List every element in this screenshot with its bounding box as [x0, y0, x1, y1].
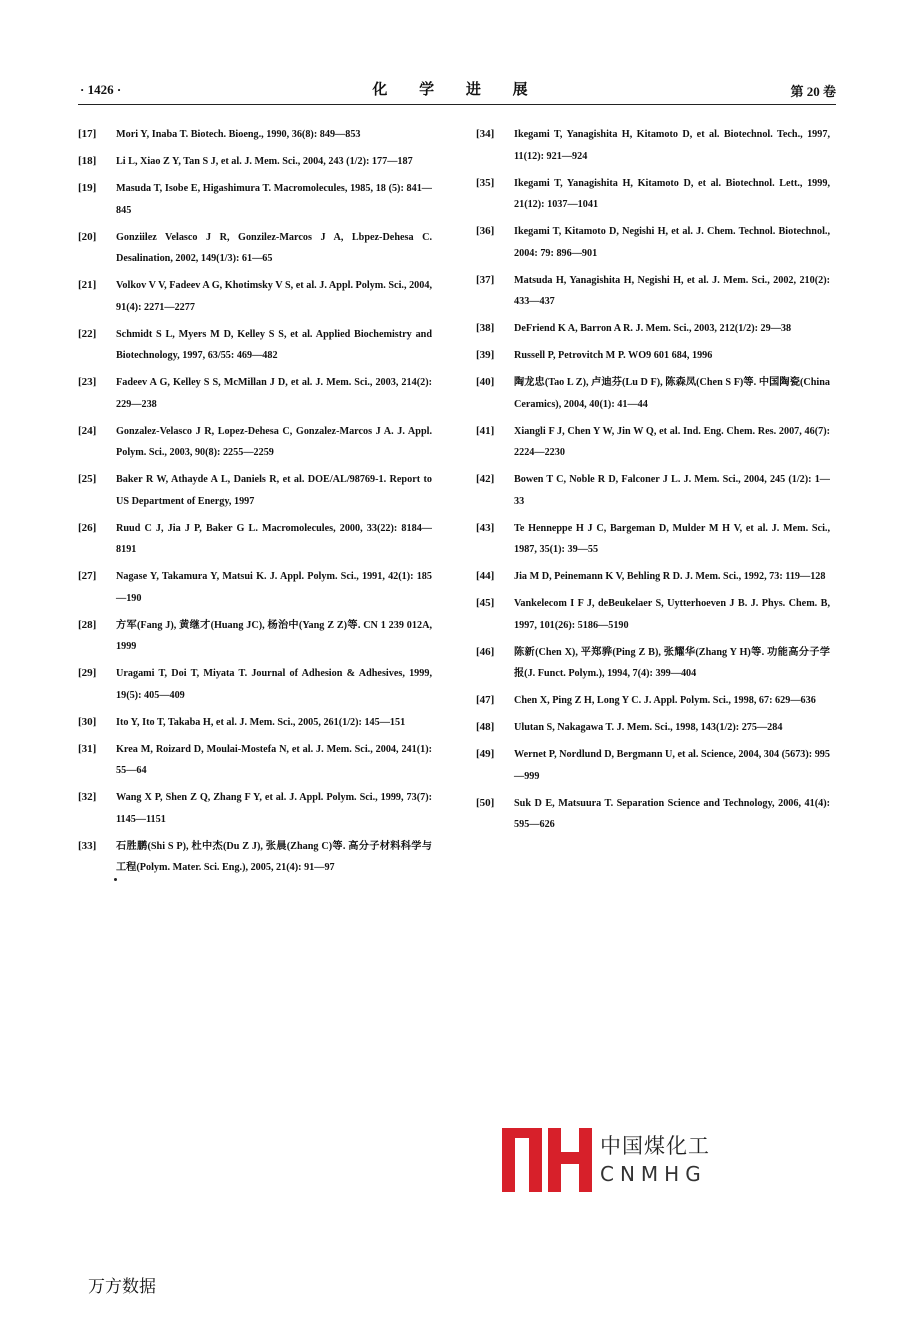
references-right-column	[476, 124, 830, 841]
reference-text: Ulutan S, Nakagawa T. J. Mem. Sci., 1998, 143(1/2): 275—284	[514, 722, 783, 733]
reference-number: [35]	[476, 176, 495, 189]
header-rule	[78, 104, 836, 105]
reference-item	[476, 518, 830, 561]
reference-text: Mori Y, Inaba T. Biotech. Bioeng., 1990, 36(8): 849—853	[116, 129, 361, 140]
reference-item	[78, 712, 432, 734]
reference-text: 陶龙忠(Tao L Z), 卢迪芬(Lu D F), 陈森凤(Chen S F)等. 中国陶瓷(China Ceramics), 2004, 40(1): 41—44	[514, 377, 830, 410]
reference-item	[476, 566, 830, 588]
reference-number: [39]	[476, 349, 495, 361]
reference-number: [49]	[476, 748, 495, 760]
reference-number: [26]	[78, 521, 97, 534]
reference-number: [44]	[476, 570, 495, 582]
cnmhg-logo-mark-icon	[502, 1128, 594, 1192]
reference-item	[78, 566, 432, 609]
reference-item	[78, 615, 432, 658]
reference-number: [47]	[476, 694, 495, 706]
reference-text: DeFriend K A, Barron A R. J. Mem. Sci., 2003, 212(1/2): 29—38	[514, 323, 792, 334]
reference-item	[78, 469, 432, 512]
reference-number: [17]	[78, 128, 97, 140]
reference-text: Schmidt S L, Myers M D, Kelley S S, et al. Applied Biochemistry and Biotechnology, 1997, 63/55: 469—482	[116, 328, 432, 361]
reference-text: Baker R W, Athayde A L, Daniels R, et al. DOE/AL/98769-1. Report to US Department of Energy, 1997	[116, 474, 432, 507]
reference-text: Masuda T, Isobe E, Higashimura T. Macromolecules, 1985, 18 (5): 841—845	[116, 183, 432, 216]
reference-item	[476, 270, 830, 313]
reference-text: Xiangli F J, Chen Y W, Jin W Q, et al. Ind. Eng. Chem. Res. 2007, 46(7): 2224—2230	[514, 425, 830, 458]
reference-number: [30]	[78, 715, 97, 728]
reference-number: [27]	[78, 570, 97, 582]
reference-text: Ito Y, Ito T, Takaba H, et al. J. Mem. Sci., 2005, 261(1/2): 145—151	[116, 716, 406, 728]
reference-text: Wernet P, Nordlund D, Bergmann U, et al. Science, 2004, 304 (5673): 995—999	[514, 749, 830, 782]
reference-item	[78, 739, 432, 782]
reference-item	[78, 663, 432, 706]
reference-text: Fadeev A G, Kelley S S, McMillan J D, et al. J. Mem. Sci., 2003, 214(2): 229—238	[116, 377, 432, 410]
reference-item	[78, 421, 432, 464]
reference-number: [50]	[476, 796, 495, 809]
reference-text: Te Henneppe H J C, Bargeman D, Mulder M H V, et al. J. Mem. Sci., 1987, 35(1): 39—55	[514, 522, 830, 555]
reference-number: [40]	[476, 376, 495, 388]
reference-item	[78, 324, 432, 367]
reference-item	[476, 372, 830, 415]
reference-text: Matsuda H, Yanagishita H, Negishi H, et al. J. Mem. Sci., 2002, 210(2): 433—437	[514, 274, 830, 307]
reference-text: 方军(Fang J), 黄继才(Huang JC), 杨治中(Yang Z Z)等. CN 1 239 012A, 1999	[116, 619, 432, 652]
reference-number: [42]	[476, 473, 495, 485]
reference-number: [36]	[476, 225, 495, 237]
logo-english-name: CNMHG	[600, 1162, 707, 1186]
reference-item	[476, 469, 830, 512]
reference-text: Volkov V V, Fadeev A G, Khotimsky V S, et al. J. Appl. Polym. Sci., 2004, 91(4): 2271—2277	[116, 280, 432, 313]
reference-item	[476, 421, 830, 464]
reference-text: Vankelecom I F J, deBeukelaer S, Uytterhoeven J B. J. Phys. Chem. B, 1997, 101(26): 5186—5190	[514, 598, 830, 631]
reference-number: [45]	[476, 597, 495, 609]
reference-item	[476, 318, 830, 340]
stray-dot	[114, 878, 117, 881]
reference-number: [37]	[476, 273, 495, 286]
page-number: · 1426 ·	[80, 82, 122, 97]
reference-text: Gonziilez Velasco J R, Gonzilez-Marcos J A, Lbpez-Dehesa C. Desalination, 2002, 149(1/3): 61—65	[116, 231, 432, 264]
reference-item	[78, 178, 432, 221]
volume-label: 第 20 卷	[790, 84, 836, 99]
reference-number: [28]	[78, 618, 97, 631]
reference-number: [33]	[78, 839, 97, 852]
reference-number: [21]	[78, 279, 97, 291]
reference-text: 陈新(Chen X), 平郑骅(Ping Z B), 张耀华(Zhang Y H)等. 功能高分子学报(J. Funct. Polym.), 1994, 7(4): 399—404	[514, 646, 830, 679]
reference-item	[78, 372, 432, 415]
reference-number: [22]	[78, 327, 97, 340]
journal-title: 化 学 进 展	[372, 82, 542, 98]
reference-number: [46]	[476, 645, 495, 658]
reference-text: Krea M, Roizard D, Moulai-Mostefa N, et al. J. Mem. Sci., 2004, 241(1): 55—64	[116, 743, 432, 776]
reference-number: [20]	[78, 230, 97, 243]
reference-text: Li L, Xiao Z Y, Tan S J, et al. J. Mem. Sci., 2004, 243 (1/2): 177—187	[116, 156, 413, 167]
reference-item	[78, 836, 432, 879]
reference-item	[476, 173, 830, 216]
reference-text: Bowen T C, Noble R D, Falconer J L. J. Mem. Sci., 2004, 245 (1/2): 1—33	[514, 474, 830, 507]
reference-item	[476, 690, 830, 712]
reference-text: 石胜鹏(Shi S P), 杜中杰(Du Z J), 张晨(Zhang C)等. 高分子材料科学与工程(Polym. Mater. Sci. Eng.), 2005, 21(4): 91—97	[116, 840, 432, 873]
reference-text: Jia M D, Peinemann K V, Behling R D. J. Mem. Sci., 1992, 73: 119—128	[514, 571, 826, 582]
source-watermark: 万方数据	[88, 1277, 156, 1297]
reference-item	[476, 124, 830, 167]
reference-item	[476, 717, 830, 739]
reference-item	[78, 124, 432, 146]
reference-number: [31]	[78, 742, 97, 755]
reference-text: Gonzalez-Velasco J R, Lopez-Dehesa C, Gonzalez-Marcos J A. J. Appl. Polym. Sci., 2003, 90(8): 2255—2259	[116, 425, 432, 458]
reference-item	[476, 642, 830, 685]
reference-text: Chen X, Ping Z H, Long Y C. J. Appl. Polym. Sci., 1998, 67: 629—636	[514, 695, 816, 706]
reference-number: [34]	[476, 128, 495, 140]
reference-number: [43]	[476, 521, 495, 534]
reference-item	[476, 744, 830, 787]
reference-number: [25]	[78, 473, 97, 485]
reference-number: [29]	[78, 667, 97, 679]
reference-item	[476, 221, 830, 264]
reference-number: [19]	[78, 182, 97, 194]
reference-text: Nagase Y, Takamura Y, Matsui K. J. Appl. Polym. Sci., 1991, 42(1): 185—190	[116, 571, 432, 604]
reference-text: Russell P, Petrovitch M P. WO9 601 684, 1996	[514, 350, 713, 361]
reference-text: Ruud C J, Jia J P, Baker G L. Macromolecules, 2000, 33(22): 8184—8191	[116, 522, 432, 555]
reference-text: Ikegami T, Yanagishita H, Kitamoto D, et al. Biotechnol. Lett., 1999, 21(12): 1037—1041	[514, 177, 830, 210]
reference-item	[78, 787, 432, 830]
page-header	[78, 78, 836, 102]
references-left-column	[78, 124, 432, 884]
reference-number: [32]	[78, 791, 97, 803]
cnmhg-logo	[502, 1128, 712, 1192]
reference-number: [48]	[476, 721, 495, 733]
reference-text: Wang X P, Shen Z Q, Zhang F Y, et al. J. Appl. Polym. Sci., 1999, 73(7): 1145—1151	[116, 792, 432, 825]
reference-number: [18]	[78, 155, 97, 167]
logo-chinese-name: 中国煤化工	[600, 1134, 710, 1158]
reference-item	[78, 151, 432, 173]
reference-item	[78, 518, 432, 561]
reference-item	[476, 793, 830, 836]
reference-item	[476, 345, 830, 367]
reference-text: Uragami T, Doi T, Miyata T. Journal of Adhesion & Adhesives, 1999, 19(5): 405—409	[116, 668, 432, 701]
reference-item	[78, 275, 432, 318]
reference-number: [41]	[476, 424, 495, 437]
reference-item	[78, 227, 432, 270]
reference-item	[476, 593, 830, 636]
reference-text: Ikegami T, Kitamoto D, Negishi H, et al. J. Chem. Technol. Biotechnol., 2004: 79: 896—901	[514, 226, 830, 259]
reference-text: Suk D E, Matsuura T. Separation Science and Technology, 2006, 41(4): 595—626	[514, 797, 830, 830]
reference-text: Ikegami T, Yanagishita H, Kitamoto D, et al. Biotechnol. Tech., 1997, 11(12): 921—924	[514, 129, 830, 162]
reference-number: [24]	[78, 424, 97, 437]
reference-number: [38]	[476, 322, 495, 334]
reference-number: [23]	[78, 376, 97, 388]
